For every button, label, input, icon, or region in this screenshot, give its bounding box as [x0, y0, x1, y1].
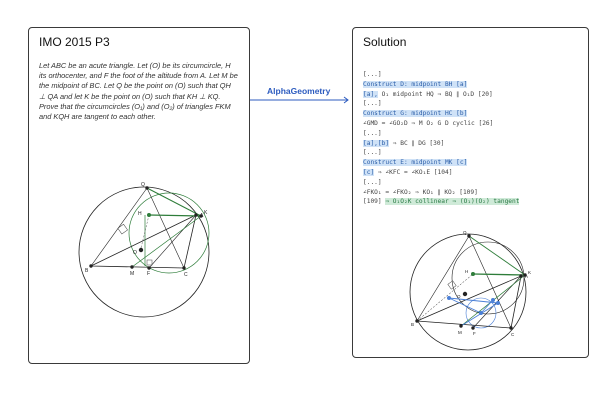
solution-step-text: ∠FKO₁ = ∠FKO₂ ⇒ KO₁ ∥ KO₂ [109]: [363, 188, 478, 196]
solution-step-text: Construct G: midpoint HC [b]: [363, 110, 468, 118]
alphageometry-arrow: [250, 80, 352, 110]
point-h: [147, 213, 151, 217]
right-angle-mark: [118, 224, 128, 234]
triangle-abc: [417, 276, 521, 328]
problem-figure: [29, 28, 251, 365]
point-b: [415, 319, 418, 322]
segment-hk: [473, 274, 525, 275]
label-h: H: [465, 269, 469, 274]
label-f: F: [473, 331, 476, 336]
label-a: A: [525, 274, 529, 279]
point-f: [471, 326, 474, 329]
label-c: C: [184, 272, 188, 278]
point-o1: [479, 311, 483, 315]
point-c: [182, 266, 185, 269]
problem-panel: [28, 27, 250, 364]
label-c: C: [511, 332, 515, 337]
point-g: [496, 301, 500, 305]
solution-step-text: [a],[b]: [363, 139, 390, 147]
solution-figure: [353, 28, 590, 359]
point-f: [147, 266, 150, 269]
label-h: H: [138, 211, 142, 217]
label-q: Q: [141, 182, 145, 188]
label-m: M: [458, 330, 462, 335]
point-q: [467, 234, 470, 237]
point-o: [139, 248, 143, 252]
solution-step-text: [c]: [363, 168, 375, 176]
label-b: B: [85, 268, 89, 274]
solution-step-text: [a],: [363, 90, 378, 98]
point-c: [509, 326, 512, 329]
solution-step-text: ⇒ ∠KFC = ∠KO₁E [104]: [374, 168, 453, 176]
solution-step-text: O₁ midpoint HQ ⇒ BQ ∥ O₁D [20]: [377, 90, 493, 98]
label-b: B: [411, 322, 415, 327]
problem-title: IMO 2015 P3: [39, 35, 110, 49]
solution-panel: [352, 27, 589, 358]
point-a: [519, 274, 522, 277]
label-a: A: [200, 213, 204, 219]
label-o: O: [133, 250, 137, 256]
label-k: K: [528, 270, 532, 275]
point-e: [491, 298, 495, 302]
solution-step-text: [...]: [363, 100, 382, 108]
segment-qk: [147, 188, 201, 216]
solution-step-text: [...]: [363, 178, 382, 186]
point-o: [463, 292, 467, 296]
right-angle-mark-f: [147, 260, 152, 265]
segment-hk: [149, 215, 201, 216]
point-m: [130, 265, 133, 268]
label-m: M: [130, 271, 135, 277]
solution-step-text: [109]: [363, 198, 386, 206]
arrow-label: AlphaGeometry: [267, 86, 331, 96]
problem-statement: Let ABC be an acute triangle. Let (O) be its circumcircle, H its orthocenter, and F the foot of the altitude from A. Let M be the midpoint of BC. Let Q be the point on (O) such that QH ⊥ QA and let K be the point on (O) such that KH ⊥ KQ. Prove that the circumcircles (O₁) and (O₂) of triangles FKM and KQH are tangent to each other.: [39, 61, 238, 122]
solution-step-text: Construct E: midpoint MK [c]: [363, 159, 468, 167]
solution-step-text: ⇒ O₁O₂K collinear ⇒ (O₁)(O₂) tangent: [385, 198, 520, 206]
label-f: F: [147, 271, 151, 277]
label-o: O: [457, 294, 461, 299]
solution-step-text: ⇒ BC ∥ DG [30]: [389, 139, 445, 147]
label-k: K: [204, 210, 208, 216]
label-q: Q: [463, 230, 467, 235]
point-b: [89, 264, 92, 267]
solution-step-text: Construct D: midpoint BH [a]: [363, 80, 468, 88]
solution-step-text: [...]: [363, 149, 382, 157]
circumcircle: [79, 187, 209, 317]
circumcircle: [410, 234, 529, 350]
circle-o2: [129, 193, 209, 273]
solution-step-text: [...]: [363, 129, 382, 137]
solution-title: Solution: [363, 35, 407, 49]
altitude-af: [149, 215, 196, 268]
solution-step-text: [...]: [363, 71, 382, 78]
point-m: [459, 324, 462, 327]
point-a: [194, 213, 197, 216]
segment-bq: [417, 236, 469, 321]
segment-bh: [417, 274, 473, 321]
point-q: [145, 186, 148, 189]
segment-bq: [91, 188, 147, 266]
point-d: [447, 296, 451, 300]
solution-step-text: ∠GMD = ∠GO₂D ⇒ M O₂ G D cyclic [26]: [363, 119, 494, 127]
arrow-icon: [250, 80, 352, 110]
point-h: [471, 272, 475, 276]
segment-cq: [147, 188, 184, 268]
